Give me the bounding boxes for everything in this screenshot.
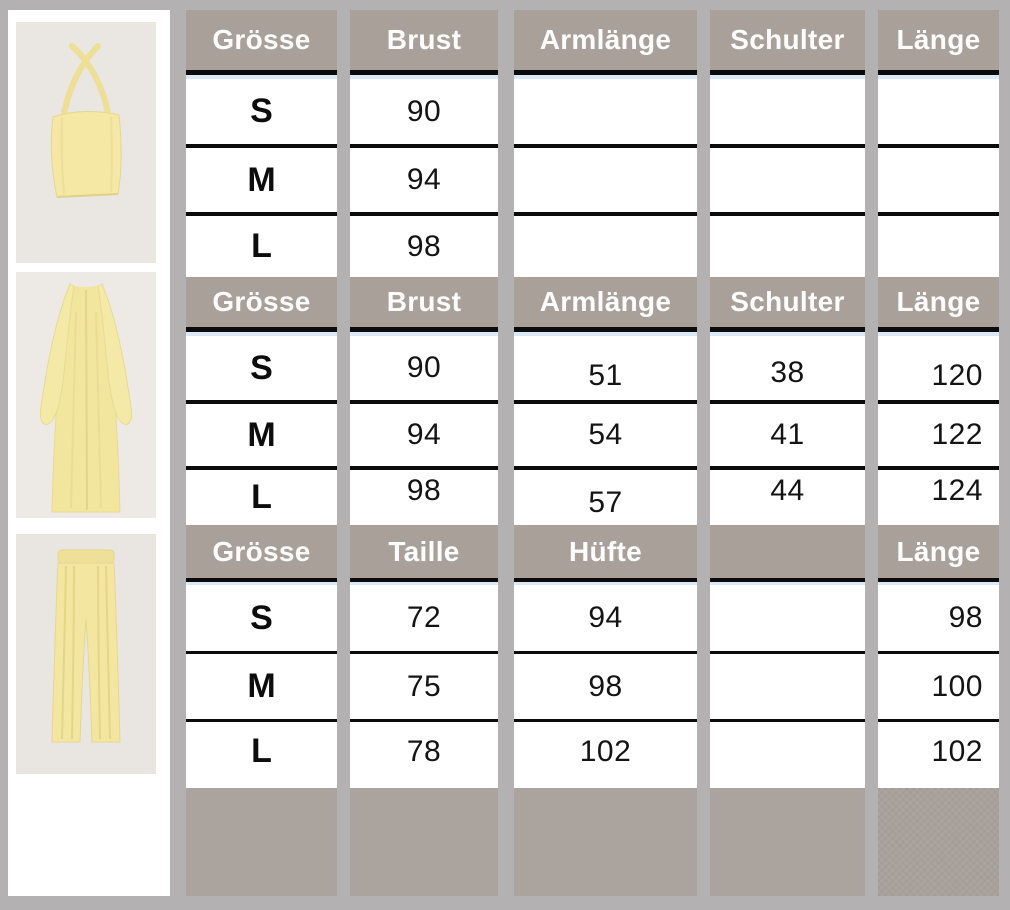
empty-cell — [878, 212, 999, 277]
measurement-cell — [878, 582, 999, 651]
size-label: S — [250, 598, 273, 637]
empty-cell — [514, 75, 697, 144]
measurement-value: 102 — [931, 734, 983, 768]
measurement-value: 102 — [579, 734, 632, 768]
measurement-value: 57 — [588, 485, 623, 519]
empty-cell — [710, 212, 865, 277]
measurement-value: 54 — [588, 418, 623, 451]
measurement-value: 98 — [948, 601, 983, 634]
header-label: Brust — [386, 24, 462, 55]
header-label: Taille — [388, 535, 460, 567]
header-label: Grösse — [212, 24, 311, 55]
measurement-value: 94 — [406, 163, 442, 196]
size-cell — [186, 332, 337, 400]
measurement-value: 72 — [406, 601, 442, 634]
size-label: L — [251, 732, 272, 770]
spacer — [878, 781, 999, 788]
measurement-value: 38 — [770, 356, 805, 389]
measurement-value: 75 — [406, 669, 442, 703]
empty-cell — [878, 75, 999, 144]
product-photo-camisole — [16, 22, 156, 263]
measurement-cell — [350, 719, 498, 781]
measurement-value: 41 — [770, 418, 805, 451]
header-label: Grösse — [212, 286, 311, 317]
measurement-cell — [514, 332, 697, 400]
measurement-value: 51 — [588, 359, 623, 392]
header-label: Länge — [896, 535, 981, 567]
measurement-cell — [878, 466, 999, 525]
measurement-cell — [350, 144, 498, 212]
measurement-value: 94 — [406, 418, 442, 451]
column-brust-taille — [350, 10, 498, 896]
column-header — [878, 10, 999, 75]
header-label: Schulter — [730, 24, 845, 55]
measurement-cell — [710, 466, 865, 525]
size-label: S — [250, 92, 273, 130]
size-cell — [186, 75, 337, 144]
column-header — [514, 277, 697, 332]
measurement-cell — [878, 400, 999, 466]
column-header — [186, 525, 337, 582]
spacer — [710, 781, 865, 788]
column-header — [350, 277, 498, 332]
column-header — [186, 277, 337, 332]
empty-cell — [514, 144, 697, 212]
measurement-cell — [514, 466, 697, 525]
measurement-cell — [350, 400, 498, 466]
header-label: Schulter — [730, 286, 845, 317]
size-label: L — [251, 227, 272, 265]
header-label: Grösse — [212, 535, 311, 567]
spacer — [514, 781, 697, 788]
header-label: Armlänge — [539, 24, 672, 55]
column-header — [878, 525, 999, 582]
column-footer — [186, 788, 337, 896]
dress-graphic — [16, 272, 156, 518]
size-cell — [186, 719, 337, 781]
size-label: L — [251, 478, 272, 516]
column-header — [710, 525, 865, 582]
measurement-cell — [514, 582, 697, 651]
measurement-cell — [350, 582, 498, 651]
column-header — [710, 277, 865, 332]
empty-cell — [710, 582, 865, 651]
measurement-cell — [878, 332, 999, 400]
size-cell — [186, 466, 337, 525]
measurement-value: 78 — [406, 734, 442, 768]
measurement-cell — [350, 75, 498, 144]
size-cell — [186, 400, 337, 466]
measurement-value: 120 — [931, 359, 983, 392]
measurement-value: 122 — [931, 418, 983, 451]
empty-cell — [710, 75, 865, 144]
spacer — [350, 781, 498, 788]
header-label: Hüfte — [568, 535, 643, 567]
product-photo-dress — [16, 272, 156, 518]
measurement-value: 98 — [406, 473, 442, 507]
column-groesse — [186, 10, 337, 896]
measurement-cell — [878, 651, 999, 719]
empty-cell — [710, 651, 865, 719]
measurement-value: 44 — [770, 473, 805, 507]
measurement-value: 98 — [588, 669, 623, 703]
size-label: M — [247, 667, 276, 705]
measurement-cell — [878, 719, 999, 781]
empty-cell — [878, 144, 999, 212]
product-photo-strip — [8, 10, 170, 896]
measurement-cell — [514, 400, 697, 466]
column-header — [710, 10, 865, 75]
column-footer — [710, 788, 865, 896]
measurement-value: 98 — [406, 229, 442, 263]
empty-cell — [710, 144, 865, 212]
empty-cell — [710, 719, 865, 781]
measurement-cell — [350, 651, 498, 719]
size-cell — [186, 582, 337, 651]
measurement-cell — [514, 651, 697, 719]
measurement-value: 124 — [931, 473, 983, 507]
measurement-cell — [350, 212, 498, 277]
size-label: M — [247, 415, 276, 454]
column-footer — [514, 788, 697, 896]
column-footer — [350, 788, 498, 896]
measurement-cell — [710, 332, 865, 400]
column-header — [350, 525, 498, 582]
measurement-value: 94 — [588, 601, 623, 634]
size-cell — [186, 144, 337, 212]
column-footer — [878, 788, 999, 896]
header-label: Länge — [896, 286, 981, 317]
measurement-cell — [350, 466, 498, 525]
size-label: S — [250, 348, 273, 387]
measurement-cell — [710, 400, 865, 466]
spacer — [186, 781, 337, 788]
measurement-cell — [514, 719, 697, 781]
column-header — [514, 10, 697, 75]
column-header — [514, 525, 697, 582]
column-schulter — [710, 10, 865, 896]
measurement-value: 90 — [406, 351, 442, 384]
size-label: M — [247, 160, 276, 199]
camisole-graphic — [16, 22, 156, 263]
measurement-value: 100 — [931, 669, 983, 703]
header-label: Armlänge — [539, 286, 672, 317]
header-label: Brust — [386, 286, 462, 317]
measurement-cell — [350, 332, 498, 400]
column-laenge — [878, 10, 999, 896]
measurement-value: 90 — [406, 94, 442, 128]
column-header — [878, 277, 999, 332]
product-photo-pants — [16, 534, 156, 774]
column-header — [350, 10, 498, 75]
size-cell — [186, 212, 337, 277]
empty-cell — [514, 212, 697, 277]
column-armlaenge-huefte — [514, 10, 697, 896]
pants-graphic — [16, 534, 156, 774]
header-label: Länge — [896, 24, 981, 55]
column-header — [186, 10, 337, 75]
size-cell — [186, 651, 337, 719]
